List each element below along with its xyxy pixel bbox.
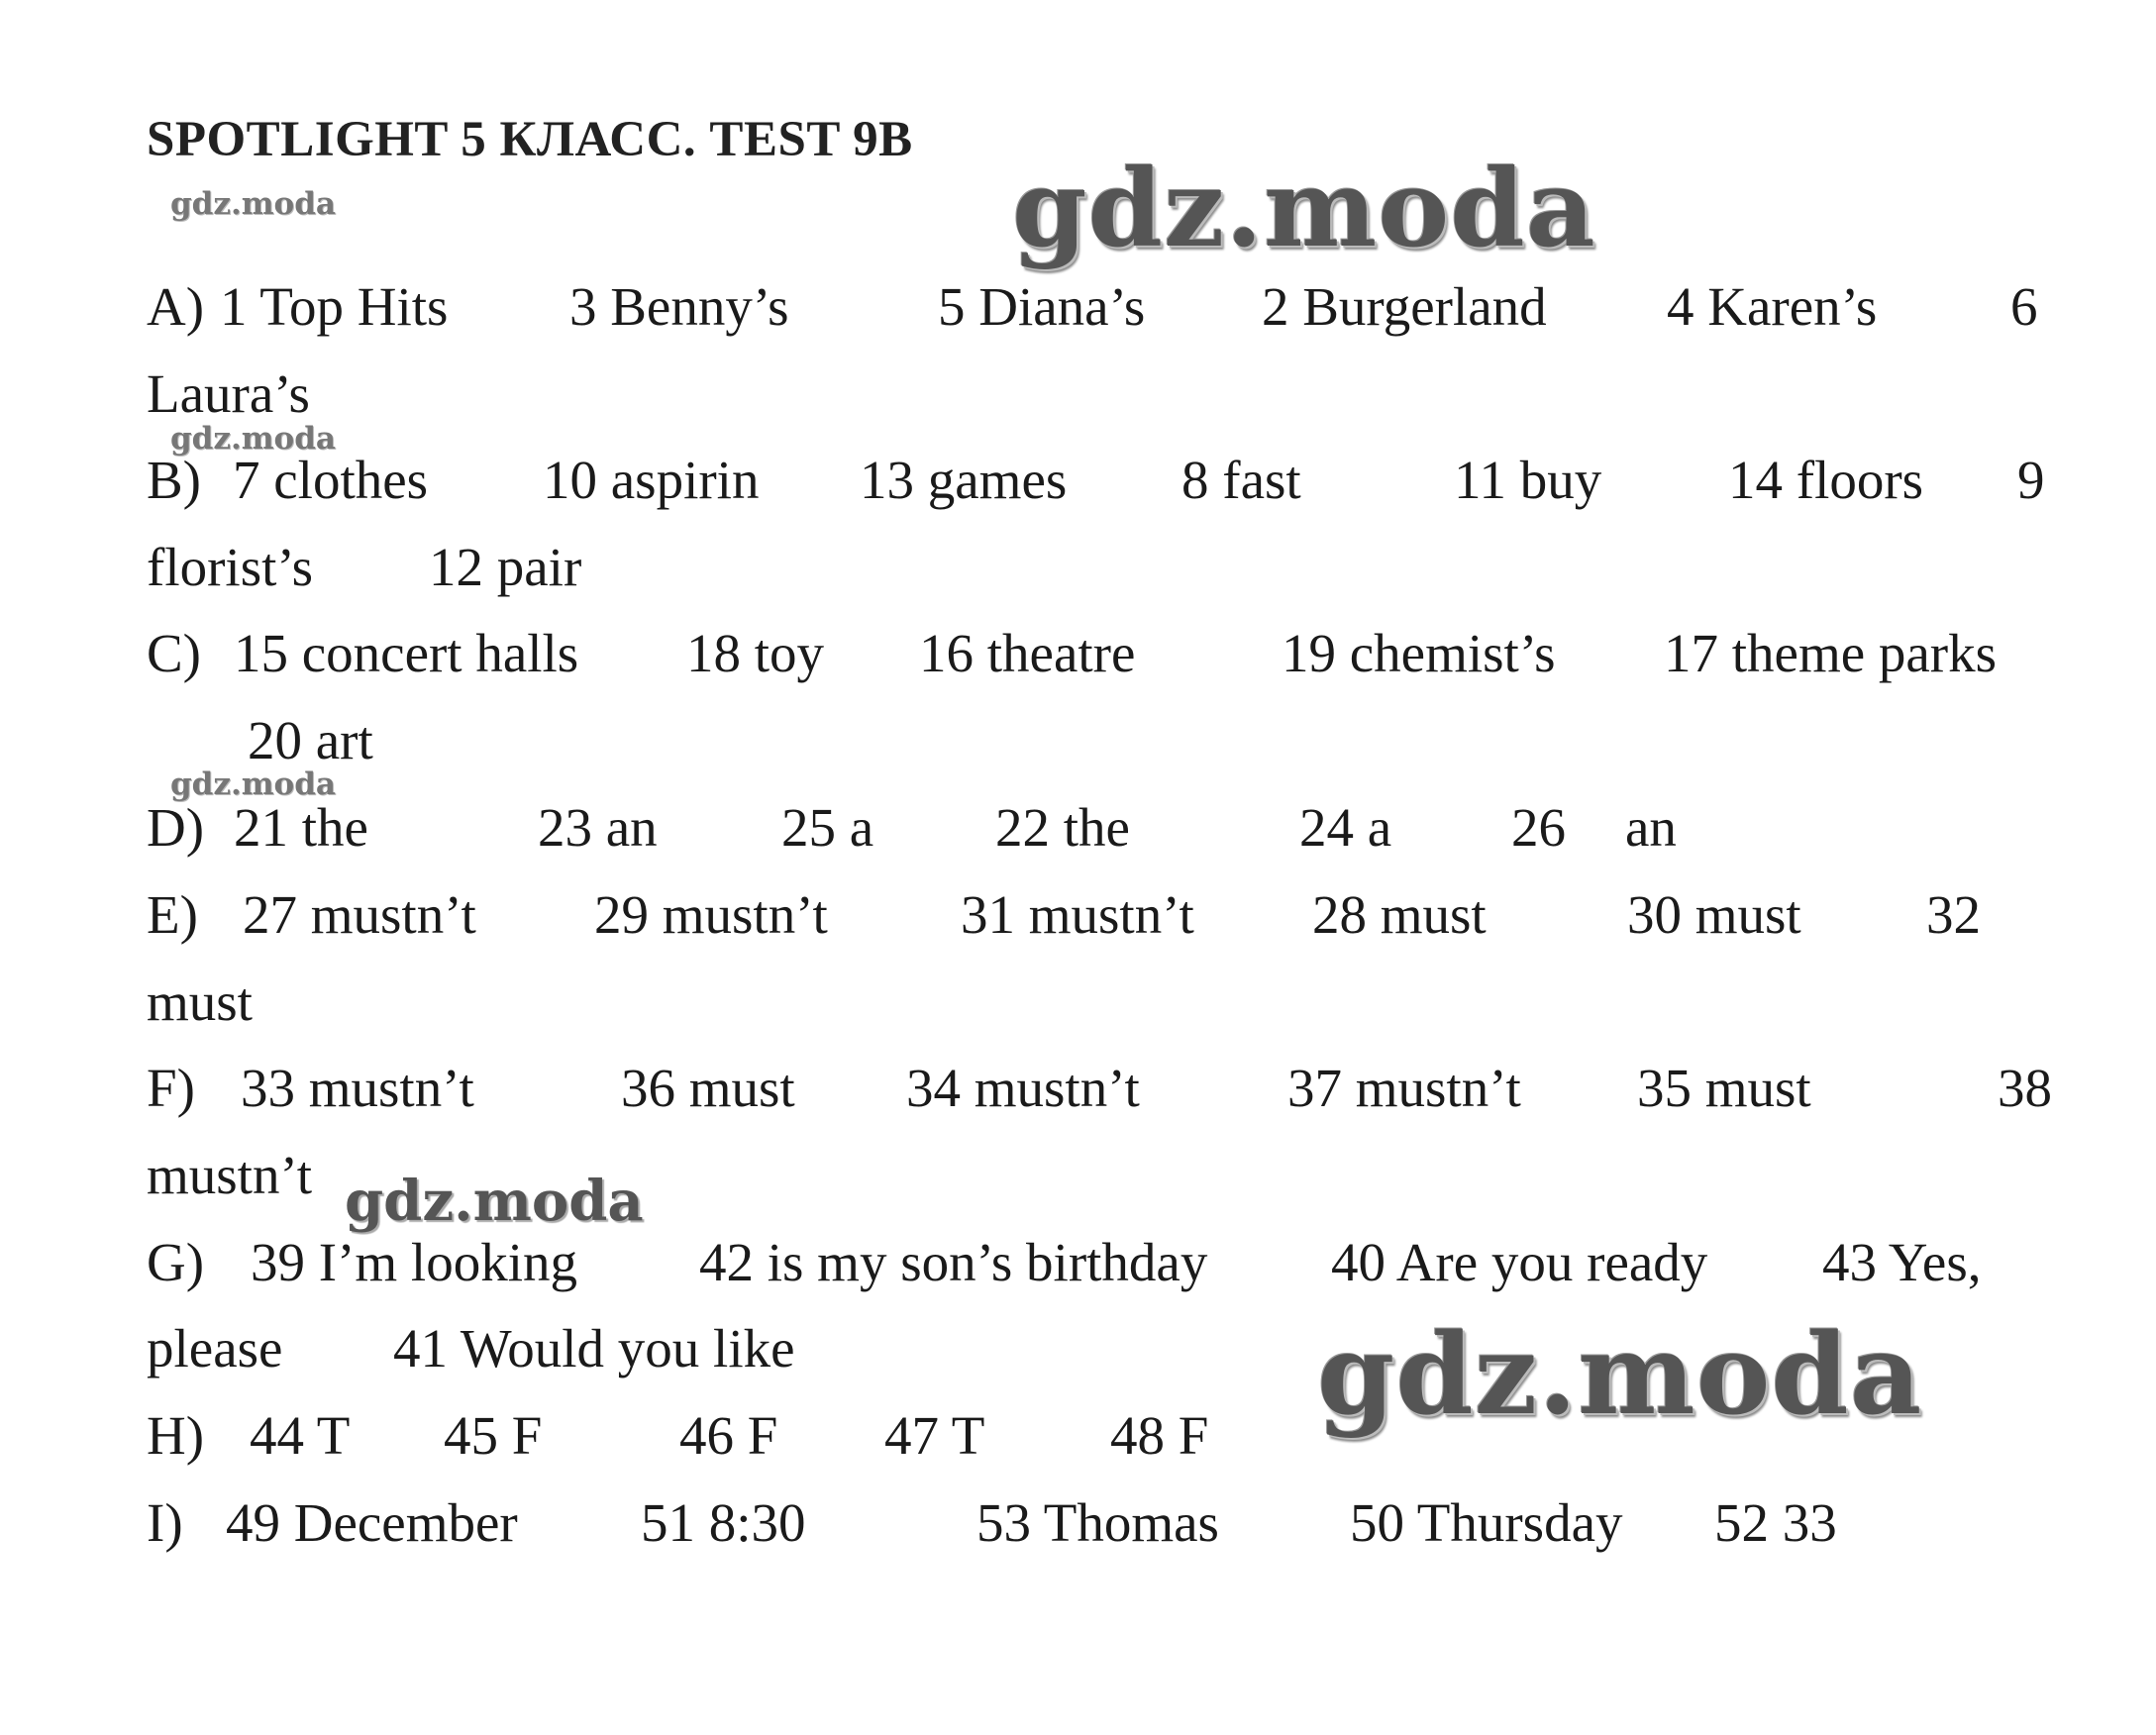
answer-item: mustn’t [147, 1145, 313, 1205]
answer-item: 25 a [781, 797, 874, 858]
answer-item: 35 must [1637, 1058, 1811, 1118]
answer-item: 45 F [444, 1405, 543, 1466]
answer-item: please [147, 1318, 283, 1378]
answer-item: 46 F [679, 1405, 778, 1466]
answer-line-c-wrap [0, 711, 2156, 770]
watermark: gdz.moda [1317, 1310, 1923, 1440]
answer-item: 28 must [1312, 884, 1487, 945]
answer-item: 37 mustn’t [1287, 1058, 1521, 1118]
section-letter: G) [147, 1232, 205, 1292]
answer-line-e [0, 885, 2156, 945]
answer-line-c [0, 624, 2156, 683]
answer-item: 34 mustn’t [906, 1058, 1140, 1118]
watermark: gdz.moda [1012, 147, 1596, 271]
answer-line-f [0, 1059, 2156, 1118]
answer-item: 12 pair [429, 537, 582, 597]
answer-item: 4 Karen’s [1667, 276, 1878, 337]
answer-item: 33 mustn’t [241, 1058, 474, 1118]
answer-line-i [0, 1493, 2156, 1553]
answer-item: 7 clothes [233, 450, 429, 510]
answer-item: 3 Benny’s [569, 276, 789, 337]
answer-line-h [0, 1406, 2156, 1466]
answer-item: 22 the [995, 797, 1130, 858]
answer-item: 50 Thursday [1350, 1492, 1623, 1553]
answer-item: 19 chemist’s [1282, 623, 1556, 683]
section-letter: C) [147, 623, 201, 683]
watermark: gdz.moda [345, 1169, 644, 1234]
answer-item: 51 8:30 [641, 1492, 806, 1553]
answer-item: 52 33 [1714, 1492, 1837, 1553]
answer-item: 27 mustn’t [243, 884, 476, 945]
answer-item: 11 buy [1454, 450, 1602, 510]
section-letter: H) [147, 1405, 205, 1466]
answer-item: 24 a [1299, 797, 1392, 858]
answer-item: 23 an [538, 797, 658, 858]
section-letter: B) [147, 450, 201, 510]
answer-item: an [1625, 797, 1677, 858]
answer-line-a-wrap [0, 364, 2156, 424]
answer-item: 42 is my son’s birthday [699, 1232, 1208, 1292]
answer-line-g [0, 1233, 2156, 1292]
section-letter: D) [147, 797, 205, 858]
answer-item: 20 art [248, 710, 373, 770]
watermark: gdz.moda [170, 421, 336, 457]
answer-item: 21 the [234, 797, 368, 858]
answer-item: 8 fast [1181, 450, 1301, 510]
answer-item: 13 games [860, 450, 1068, 510]
page-title: SPOTLIGHT 5 КЛАСС. TEST 9B [147, 112, 913, 167]
answer-item: 1 Top Hits [220, 276, 449, 337]
answer-item: 38 [1998, 1058, 2052, 1118]
answer-line-a [0, 277, 2156, 337]
answer-item: 10 aspirin [543, 450, 760, 510]
answer-item: 47 T [884, 1405, 985, 1466]
section-letter: E) [147, 884, 198, 945]
answer-item: 31 mustn’t [961, 884, 1194, 945]
answer-item: 5 Diana’s [938, 276, 1146, 337]
answer-line-b-wrap [0, 538, 2156, 597]
answer-item: 49 December [226, 1492, 518, 1553]
answer-item: 53 Thomas [976, 1492, 1219, 1553]
answer-item: 30 must [1627, 884, 1801, 945]
answer-line-b [0, 451, 2156, 510]
answer-item: 15 concert halls [234, 623, 579, 683]
answer-line-f-wrap [0, 1146, 2156, 1205]
answer-item: 26 [1511, 797, 1566, 858]
answer-item: 43 Yes, [1822, 1232, 1982, 1292]
section-letter: A) [147, 276, 205, 337]
answer-item: 18 toy [686, 623, 825, 683]
watermark: gdz.moda [170, 766, 336, 802]
answer-item: Laura’s [147, 363, 310, 424]
section-letter: I) [147, 1492, 183, 1553]
answer-item: 17 theme parks [1664, 623, 1998, 683]
watermark: gdz.moda [170, 186, 336, 222]
answer-item: 29 mustn’t [594, 884, 828, 945]
answer-item: 40 Are you ready [1331, 1232, 1708, 1292]
answer-item: 39 I’m looking [251, 1232, 577, 1292]
answer-line-d [0, 798, 2156, 858]
answer-item: 9 [2017, 450, 2045, 510]
answer-item: 2 Burgerland [1262, 276, 1547, 337]
answer-item: 14 floors [1728, 450, 1924, 510]
answer-item: 16 theatre [919, 623, 1136, 683]
answer-item: 41 Would you like [393, 1318, 795, 1378]
answer-item: 36 must [621, 1058, 795, 1118]
answer-line-e-wrap [0, 972, 2156, 1032]
answer-item: 44 T [250, 1405, 351, 1466]
section-letter: F) [147, 1058, 195, 1118]
answer-item: must [147, 971, 253, 1032]
answer-item: 48 F [1110, 1405, 1209, 1466]
answer-item: 6 [2010, 276, 2038, 337]
answer-item: 32 [1926, 884, 1981, 945]
answer-item: florist’s [147, 537, 314, 597]
answer-line-g-wrap [0, 1319, 2156, 1378]
